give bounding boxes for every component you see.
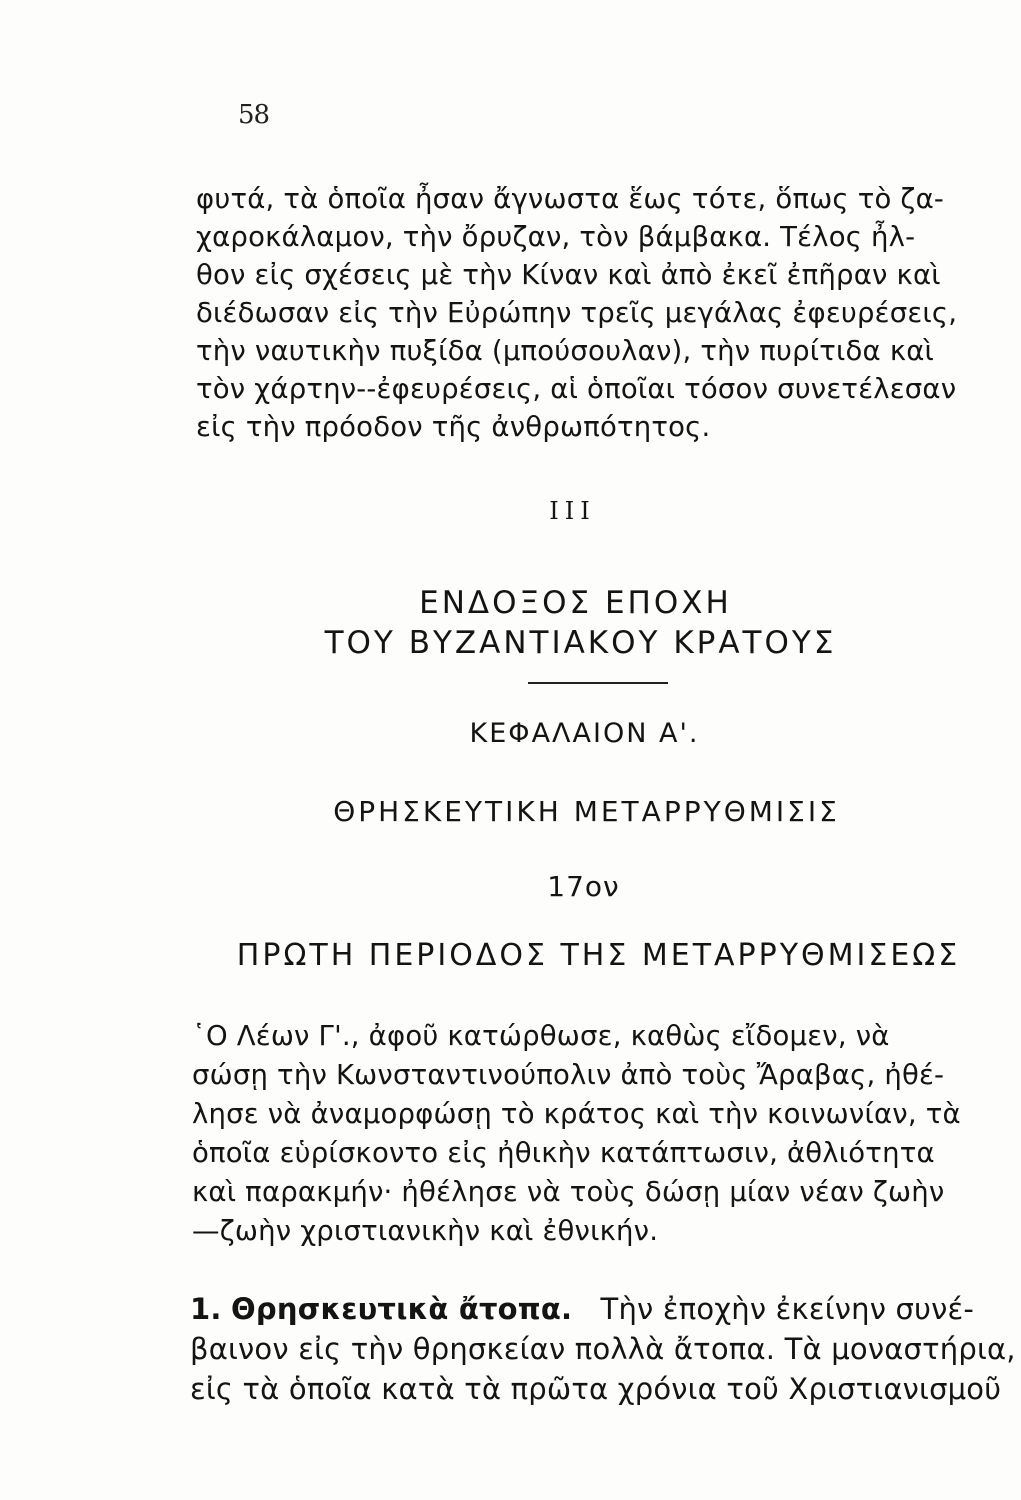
text-line: ὁποῖα εὑρίσκοντο εἰς ἠθικὴν κατάπτωσιν, ἀθλιότητα: [192, 1137, 935, 1169]
section-1-first-line-rest: Τὴν ἐποχὴν ἐκείνην συνέ-: [600, 1292, 975, 1326]
text-line: εἰς τὰ ὁποῖα κατὰ τὰ πρῶτα χρόνια τοῦ Χριστιανισμοῦ: [190, 1372, 1002, 1406]
leo-paragraph: [192, 1017, 972, 1251]
text-line: βαινον εἰς τὴν θρησκείαν πολλὰ ἄτοπα. Τὰ μοναστήρια,: [190, 1332, 1016, 1366]
era-title-line-1: ΕΝΔΟΞΟΣ ΕΠΟΧΗ: [419, 585, 732, 621]
text-line: λησε νὰ ἀναμορφώσῃ τὸ κράτος καὶ τὴν κοινωνίαν, τὰ: [192, 1098, 961, 1130]
text-line: —ζωὴν χριστιανικὴν καὶ ἐθνικήν.: [192, 1215, 659, 1247]
section-1-heading: Θρησκευτικὰ ἄτοπα.: [231, 1292, 573, 1326]
text-line: τὸν χάρτην--ἐφευρέσεις, αἱ ὁποῖαι τόσον συνετέλεσαν: [196, 373, 957, 405]
chapter-title: ΘΡΗΣΚΕΥΤΙΚΗ ΜΕΤΑΡΡΥΘΜΙΣΙΣ: [333, 795, 840, 828]
section-1-number: 1.: [190, 1292, 222, 1326]
era-title-line-2: ΤΟΥ ΒΥΖΑΝΤΙΑΚΟΥ ΚΡΑΤΟΥΣ: [324, 625, 837, 661]
intro-paragraph: [196, 180, 976, 446]
period-title: ΠΡΩΤΗ ΠΕΡΙΟΔΟΣ ΤΗΣ ΜΕΤΑΡΡΥΘΜΙΣΕΩΣ: [236, 938, 961, 973]
section-1-first-line: [190, 1289, 975, 1329]
text-line: τὴν ναυτικὴν πυξίδα (μπούσουλαν), τὴν πυρίτιδα καὶ: [196, 335, 935, 367]
text-line: χαροκάλαμον, τὴν ὄρυζαν, τὸν βάμβακα. Τέλος ἦλ-: [196, 221, 916, 253]
page-number: 58: [238, 100, 270, 130]
section-divider: [528, 682, 668, 684]
text-line: ῾Ο Λέων Γ'., ἀφοῦ κατώρθωσε, καθὼς εἴδομεν, νὰ: [192, 1020, 890, 1052]
text-line: εἰς τὴν πρόοδον τῆς ἀνθρωπότητος.: [196, 411, 711, 443]
text-line: καὶ παρακμήν· ἠθέλησε νὰ τοὺς δώσῃ μίαν νέαν ζωὴν: [192, 1176, 945, 1208]
text-line: φυτά, τὰ ὁποῖα ἦσαν ἄγνωστα ἕως τότε, ὅπως τὸ ζα-: [196, 183, 945, 215]
text-line: σώσῃ τὴν Κωνσταντινούπολιν ἀπὸ τοὺς Ἄραβας, ἠθέ-: [192, 1059, 945, 1091]
part-number: III: [549, 497, 596, 525]
chapter-label: ΚΕΦΑΛΑΙΟΝ Α'.: [469, 718, 700, 749]
century-label: 17ον: [547, 870, 620, 903]
text-line: διέδωσαν εἰς τὴν Εὐρώπην τρεῖς μεγάλας ἐφευρέσεις,: [196, 297, 958, 329]
text-line: θον εἰς σχέσεις μὲ τὴν Κίναν καὶ ἀπὸ ἐκεῖ ἐπῆραν καὶ: [196, 259, 941, 291]
section-1: [190, 1289, 1016, 1409]
